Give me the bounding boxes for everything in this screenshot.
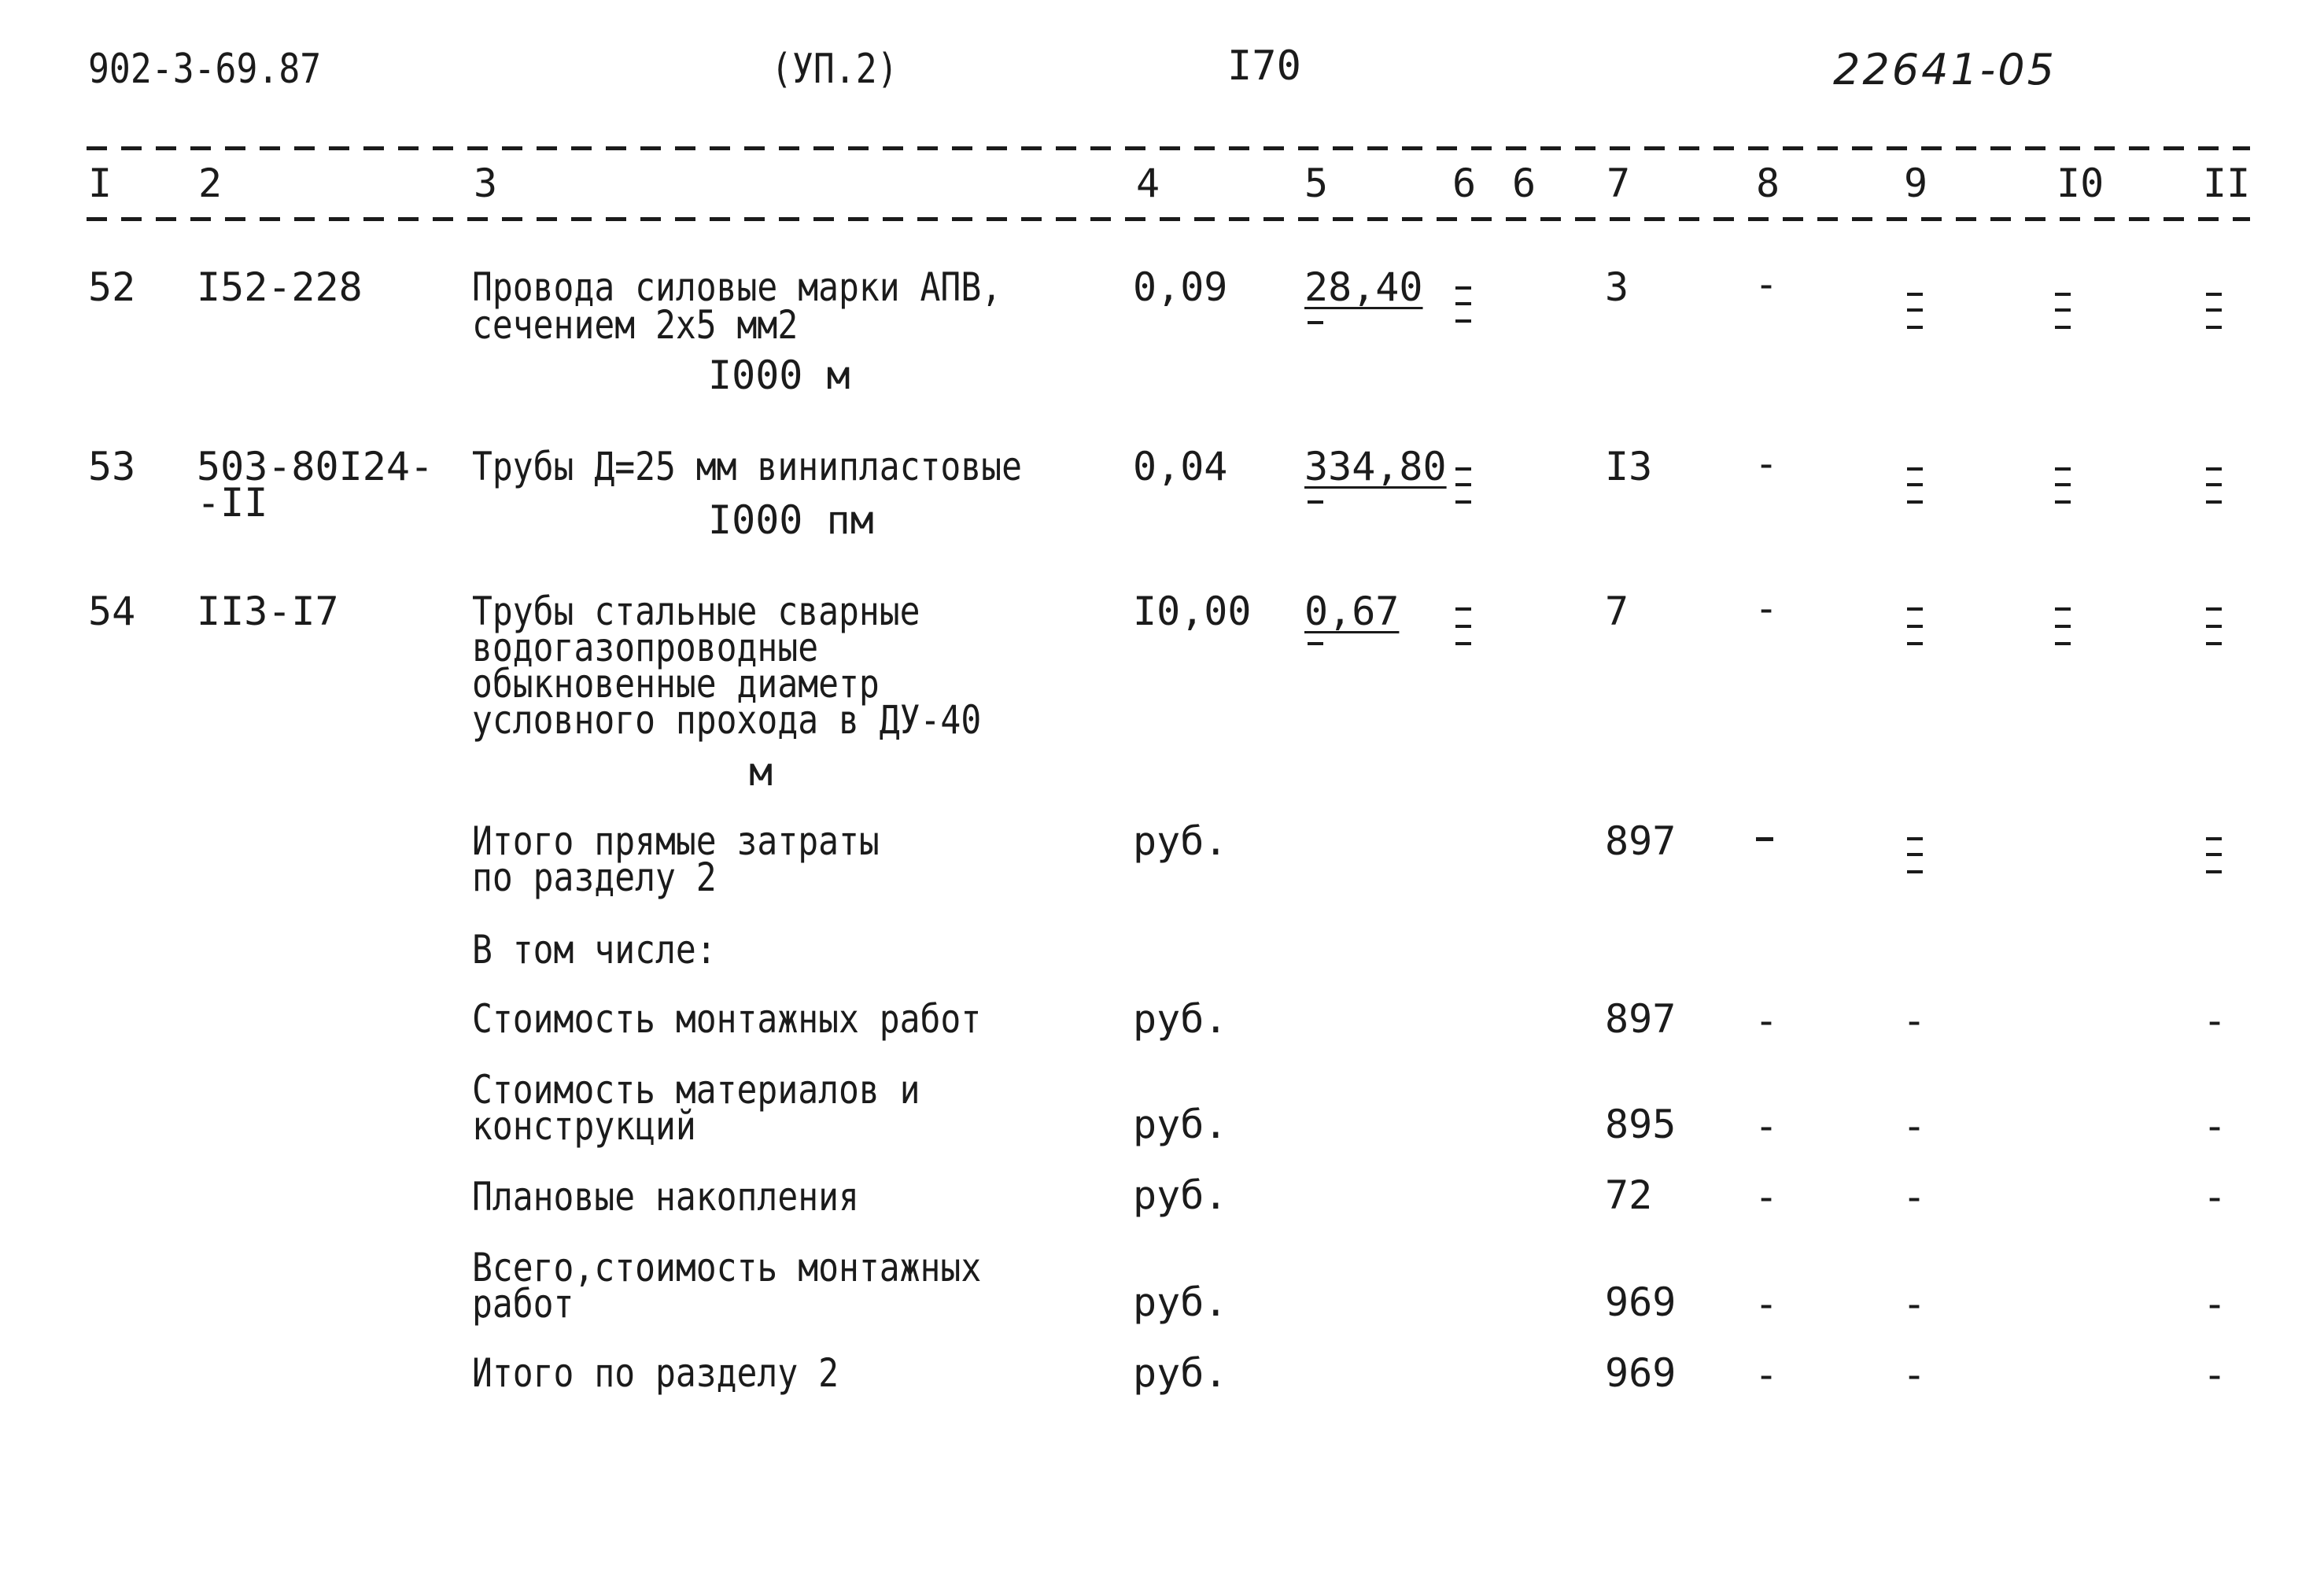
row-code-line: -II <box>197 480 268 526</box>
summary-col9: - <box>1902 1281 1927 1327</box>
summary-total: 72 <box>1605 1172 1653 1218</box>
row-col8: - <box>1754 441 1779 486</box>
header-bottom-rule <box>87 217 2250 221</box>
summary-col9: - <box>1902 998 1927 1043</box>
summary-col9: - <box>1902 1174 1927 1220</box>
row-description-line: Трубы Д=25 мм винипластовые <box>472 444 1022 489</box>
summary-col8: - <box>1754 1281 1779 1327</box>
row-total: I3 <box>1605 444 1653 489</box>
col-header-6a: 6 <box>1452 161 1477 206</box>
summary-label-line: по разделу 2 <box>472 855 717 900</box>
summary-col11: - <box>2203 1103 2227 1149</box>
col-header-6b: 6 <box>1512 161 1536 206</box>
summary-unit: руб. <box>1133 1102 1228 1147</box>
row-code: II3-I7 <box>197 589 339 634</box>
row-unit: I000 пм <box>708 497 874 543</box>
col-header-9: 9 <box>1904 161 1928 206</box>
col-header-5: 5 <box>1304 161 1329 206</box>
summary-unit: руб. <box>1133 1172 1228 1218</box>
col-header-1: I <box>88 161 113 206</box>
summary-unit: руб. <box>1133 818 1228 864</box>
row-unit-price: 0,67 <box>1304 589 1400 634</box>
summary-label-line: Итого по разделу 2 <box>472 1350 839 1396</box>
summary-total: 969 <box>1605 1350 1677 1396</box>
summary-label-line: Стоимость материалов и <box>472 1067 920 1113</box>
summary-label-line: Итого прямые затраты <box>472 818 880 864</box>
row-col8: - <box>1754 261 1779 307</box>
col-header-2: 2 <box>198 161 223 206</box>
col-header-4: 4 <box>1136 161 1160 206</box>
row-description-line: Провода силовые марки АПВ, <box>472 264 1002 310</box>
summary-label-line: работ <box>472 1281 574 1327</box>
summary-label-line: Всего,стоимость монтажных <box>472 1245 982 1290</box>
summary-col11: - <box>2203 1352 2227 1397</box>
summary-col11: - <box>2203 998 2227 1043</box>
row-number: 52 <box>88 264 136 310</box>
col-header-3: 3 <box>474 161 498 206</box>
row-unit-price: 334,80 <box>1304 444 1447 489</box>
row-quantity: 0,09 <box>1133 264 1228 310</box>
summary-unit: руб. <box>1133 1350 1228 1396</box>
col-header-10: I0 <box>2057 161 2105 206</box>
summary-col8: - <box>1754 1103 1779 1149</box>
header-top-rule <box>87 146 2250 150</box>
summary-col8: - <box>1754 1174 1779 1220</box>
summary-label-line: Плановые накопления <box>472 1174 859 1220</box>
summary-unit: руб. <box>1133 1279 1228 1325</box>
summary-label-line: Стоимость монтажных работ <box>472 996 982 1042</box>
summary-col11: - <box>2203 1174 2227 1220</box>
summary-col9: - <box>1902 1352 1927 1397</box>
summary-total: 897 <box>1605 996 1677 1042</box>
summary-total: 969 <box>1605 1279 1677 1325</box>
album-number: (УП.2) <box>771 46 898 93</box>
row-description-line: Трубы стальные сварные <box>472 589 920 634</box>
row-description-line: водогазопроводные <box>472 625 819 670</box>
col-header-8: 8 <box>1756 161 1780 206</box>
row-col8: - <box>1754 585 1779 631</box>
summary-total: 895 <box>1605 1102 1677 1147</box>
summary-col9: - <box>1902 1103 1927 1149</box>
row-unit: м <box>749 749 773 795</box>
row-code: I52-228 <box>197 264 363 310</box>
summary-col8: - <box>1754 1352 1779 1397</box>
summary-unit: руб. <box>1133 996 1228 1042</box>
row-description-line: обыкновенные диаметр <box>472 661 880 707</box>
summary-col11: - <box>2203 1281 2227 1327</box>
inventory-stamp: 22641-05 <box>1833 45 2057 94</box>
summary-label-line: конструкций <box>472 1103 696 1149</box>
row-number: 54 <box>88 589 136 634</box>
row-total: 7 <box>1605 589 1629 634</box>
summary-total: 897 <box>1605 818 1677 864</box>
row-unit-price: 28,40 <box>1304 264 1423 310</box>
including-label: В том числе: <box>472 927 717 973</box>
col-header-11: II <box>2203 161 2251 206</box>
summary-col8: - <box>1754 998 1779 1043</box>
row-quantity: 0,04 <box>1133 444 1228 489</box>
col-header-7: 7 <box>1607 161 1631 206</box>
row-number: 53 <box>88 444 136 489</box>
row-description-line: условного прохода в ДУ-40 <box>472 697 982 743</box>
row-total: 3 <box>1605 264 1629 310</box>
page-number: I70 <box>1227 42 1301 90</box>
row-code-line: 503-80I24- <box>197 444 434 489</box>
document-code: 902-3-69.87 <box>88 46 322 93</box>
row-description-line: сечением 2х5 мм2 <box>472 302 799 348</box>
row-quantity: I0,00 <box>1133 589 1252 634</box>
row-unit: I000 м <box>708 353 850 398</box>
